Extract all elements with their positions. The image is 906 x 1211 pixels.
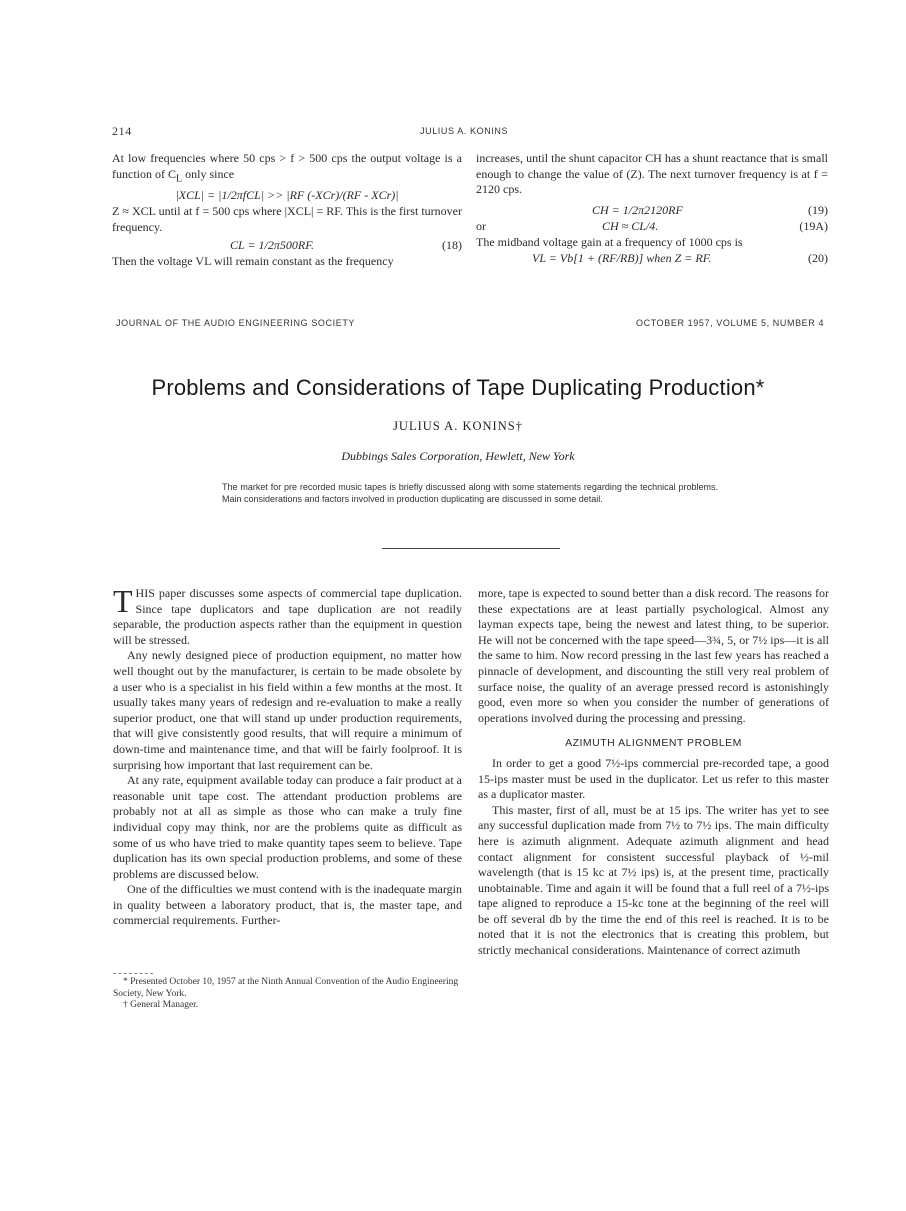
equation-20: VL = Vb[1 + (RF/RB)] when Z = RF. (20)	[532, 251, 828, 266]
footnote-general-manager: † General Manager.	[123, 1000, 199, 1010]
body-right-p3: This master, first of all, must be at 15 ips. The writer has yet to see any successful duplication made from 7½ to 7½ ips. The main difficulty here is azimuth alignment. Adequate azimuth alignment and head contact alignment for consistent successful playback of ½-mil wavelength (that is 15 kc at 7½ ips) is, at the present time, practically unobtainable. Time and again it will be found that a full reel of a 7½-ips tape aligned to reproduce a 15-kc tone at the beginning of the reel will be off several db by the time the end of this reel is reached. It is to be noted that it is not the electronics that is creating this problem, but strictly mechanical considerations. Maintenance of correct azimuth	[478, 802, 829, 958]
article-title: Problems and Considerations of Tape Duplicating Production*	[151, 375, 765, 400]
abstract: The market for pre recorded music tapes is briefly discussed along with some statements regarding the technical problems. Main considerations and factors involved in production duplicating are discussed in some detail.	[222, 482, 718, 504]
body-left-p4: One of the difficulties we must contend with is the inadequate margin in quality between a laboratory product, that is, the master tape, and commercial requirements. Further-	[113, 882, 462, 928]
body-right-column	[478, 586, 829, 959]
body-right-p1: more, tape is expected to sound better than a disk record. The reasons for these expectations are at least partially psychological. Almost any layman expects tape, being the newest and latest thing, to be superior. He will not be concerned with the tape speed—3¾, 5, or 7½ ips—it is all the same to him. Now record pressing in the last few years has reached a pinnacle of development, and discounting the still very real problem of surface noise, the quality of an average pressed record is astonishingly good, even more so when you consider the number of generations of operations involved during the processing and pressing.	[478, 586, 829, 725]
equation-18: CL = 1/2π500RF. (18)	[230, 238, 462, 253]
issue-info: OCTOBER 1957, VOLUME 5, NUMBER 4	[636, 318, 825, 328]
page-number: 214	[112, 124, 132, 138]
top-right-p1: increases, until the shunt capacitor CH has a shunt reactance that is small enough to change the value of (Z). The next turnover frequency is at f = 2120 cps.	[476, 151, 828, 197]
footnote-presented: * Presented October 10, 1957 at the Ninth Annual Convention of the Audio Engineering Society, New York.	[113, 977, 459, 999]
section-heading-azimuth: AZIMUTH ALIGNMENT PROBLEM	[565, 737, 742, 750]
body-right-p2: In order to get a good 7½-ips commercial pre-recorded tape, a good 15-ips master must be used in the duplicator. Let us refer to this master as a duplicator master.	[478, 755, 829, 802]
author-affiliation: Dubbings Sales Corporation, Hewlett, New York	[341, 449, 575, 463]
body-left-p3: At any rate, equipment available today can produce a fair product at a reasonable unit tape cost. The attendant production problems are probably not at all as simple as those who can make a truly fine individual copy may think, nor are the problems quite as difficult as some of us who have tried to make quantity tapes seem to believe. Tape duplication has its own special production problems, and some of these problems are discussed below.	[113, 773, 462, 881]
top-left-p3: Then the voltage VL will remain constant as the frequency	[112, 254, 394, 269]
journal-name: JOURNAL OF THE AUDIO ENGINEERING SOCIETY	[116, 318, 356, 328]
running-head: JULIUS A. KONINS	[420, 126, 509, 136]
body-left-p2: Any newly designed piece of production equipment, no matter how well thought out by the manufacturer, is certain to be made obsolete by a user who is a specialist in his field within a few months at the most. It usually takes many years of redesign and re-evaluation to make a really superior product, one that will stand up under production requirements, that will give consistently good results, that will require a minimum of down-time and maintenance time, and that will be fairly foolproof. It is surprising how important that last requirement can be.	[113, 648, 462, 772]
top-right-column	[476, 151, 828, 266]
body-left-column	[113, 583, 462, 929]
intro-paragraph: THIS paper discusses some aspects of commercial tape duplication. Since tape duplicators and tape duplication are not readily separable, the production aspects rather than the equipment in question will be stressed.	[113, 583, 462, 647]
equation-19: CH = 1/2π2120RF (19)	[592, 202, 828, 217]
equation-19a: or CH ≈ CL/4. (19A)	[476, 218, 828, 233]
top-right-p2: The midband voltage gain at a frequency of 1000 cps is	[476, 234, 743, 249]
drop-cap: T	[113, 583, 133, 619]
author-name: JULIUS A. KONINS†	[393, 419, 523, 433]
top-left-p2: Z ≈ XCL until at f = 500 cps where |XCL| = RF. This is the first turnover frequency.	[112, 204, 462, 234]
top-left-column	[112, 151, 462, 270]
title-divider	[382, 548, 560, 549]
footnotes	[113, 973, 462, 1012]
equation-xcl: |XCL| = |1/2πfCL| >> |RF (-XCr)/(RF - XCr)|	[175, 187, 399, 202]
top-left-p1: At low frequencies where 50 cps > f > 500 cps the output voltage is a function of $C_L$ only since	[112, 151, 462, 184]
footnote-rule	[113, 973, 153, 974]
